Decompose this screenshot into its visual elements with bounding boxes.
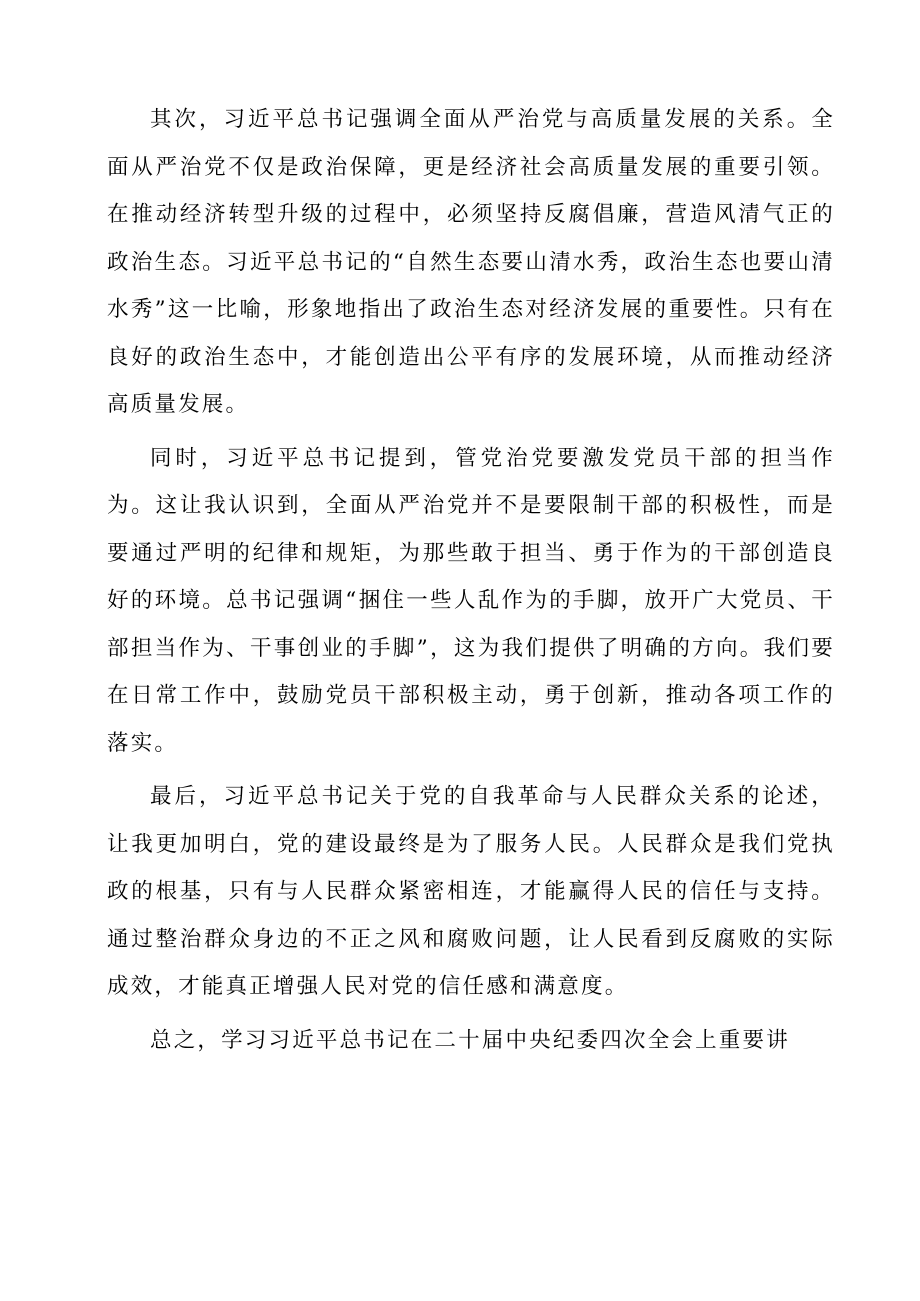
paragraph-meanwhile: 同时，习近平总书记提到，管党治党要激发党员干部的担当作为。这让我认识到，全面从严治党并不是要限制干部的积极性，而是要通过严明的纪律和规矩，为那些敢于担当、勇于作为的干部创造良好的环境。总书记强调“捆住一些人乱作为的手脚，放开广大党员、干部担当作为、干事创业的手脚”，这为我们提供了明确的方向。我们要在日常工作中，鼓励党员干部积极主动，勇于创新，推动各项工作的落实。 <box>107 445 835 756</box>
paragraph-second-point: 其次，习近平总书记强调全面从严治党与高质量发展的关系。全面从严治党不仅是政治保障，更是经济社会高质量发展的重要引领。在推动经济转型升级的过程中，必须坚持反腐倡廉，营造风清气正的政治生态。习近平总书记的“自然生态要山清水秀，政治生态也要山清水秀”这一比喻，形象地指出了政治生态对经济发展的重要性。只有在良好的政治生态中，才能创造出公平有序的发展环境，从而推动经济高质量发展。 <box>107 107 835 417</box>
paragraph-finally: 最后，习近平总书记关于党的自我革命与人民群众关系的论述，让我更加明白，党的建设最终是为了服务人民。人民群众是我们党执政的根基，只有与人民群众紧密相连，才能赢得人民的信任与支持。通过整治群众身边的不正之风和腐败问题，让人民看到反腐败的实际成效，才能真正增强人民对党的信任感和满意度。 <box>107 784 835 999</box>
document-body <box>107 96 835 1070</box>
paragraph-conclusion: 总之，学习习近平总书记在二十届中央纪委四次全会上重要讲 <box>150 1027 790 1053</box>
